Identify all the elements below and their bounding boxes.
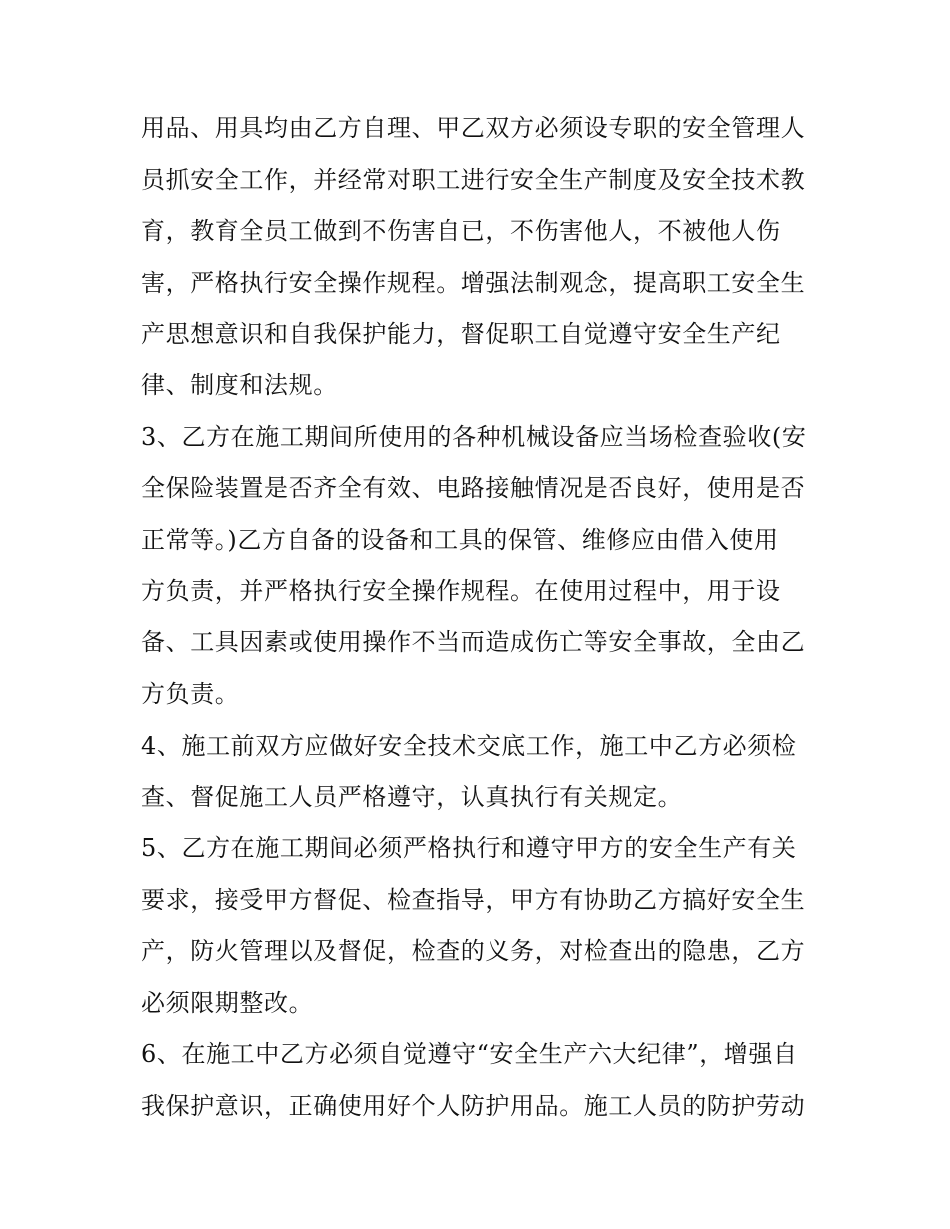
text-line: 必须限期整改。 — [141, 989, 314, 1017]
text-line: 我保护意识，正确使用好个人防护用品。施工人员的防护劳动 — [141, 1092, 806, 1120]
text-line: 律、制度和法规。 — [141, 371, 338, 399]
text-line: 5、乙方在施工期间必须严格执行和遵守甲方的安全生产有关 — [141, 834, 797, 862]
text-line: 3、乙方在施工期间所使用的各种机械设备应当场检查验收(安 — [141, 423, 807, 451]
text-line: 育，教育全员工做到不伤害自已，不伤害他人，不被他人伤 — [141, 217, 781, 245]
text-line: 产，防火管理以及督促，检查的义务，对检查出的隐患，乙方 — [141, 937, 806, 965]
text-line: 4、施工前双方应做好安全技术交底工作，施工中乙方必须检 — [141, 732, 797, 760]
text-line: 员抓安全工作，并经常对职工进行安全生产制度及安全技术教 — [141, 166, 806, 194]
text-line: 方负责。 — [141, 680, 240, 708]
text-line: 产思想意识和自我保护能力，督促职工自觉遵守安全生产纪 — [141, 320, 781, 348]
text-line: 备、工具因素或使用操作不当而造成伤亡等安全事故，全由乙 — [141, 628, 806, 656]
text-line: 方负责，并严格执行安全操作规程。在使用过程中，用于设 — [141, 577, 781, 605]
text-line: 要求，接受甲方督促、检查指导，甲方有协助乙方搞好安全生 — [141, 886, 806, 914]
text-line: 用品、用具均由乙方自理、甲乙双方必须设专职的安全管理人 — [141, 114, 806, 142]
text-line: 正常等。)乙方自备的设备和工具的保管、维修应由借入使用 — [141, 526, 779, 554]
text-line: 害，严格执行安全操作规程。增强法制观念，提高职工安全生 — [141, 269, 806, 297]
text-line: 查、督促施工人员严格遵守，认真执行有关规定。 — [141, 783, 683, 811]
text-line: 全保险装置是否齐全有效、电路接触情况是否良好，使用是否 — [141, 474, 806, 502]
text-line: 6、在施工中乙方必须自觉遵守“安全生产六大纪律”，增强自 — [141, 1040, 798, 1068]
